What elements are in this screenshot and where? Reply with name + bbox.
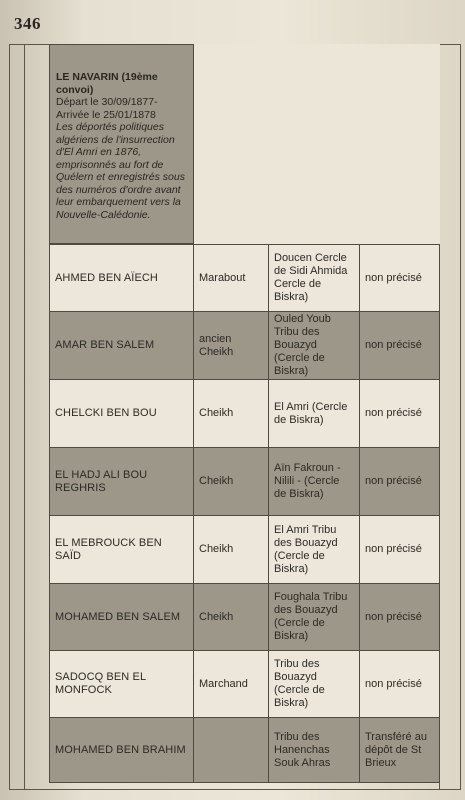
table-row-name: MOHAMED BEN SALEM [49,583,194,651]
table-row-origin: Aïn Fakroun - Nilili - (Cercle de Biskra) [268,447,360,516]
table-row-name: CHELCKI BEN BOU [49,379,194,448]
table-row-role: Cheikh [193,447,269,516]
page-number: 346 [14,14,41,33]
convoy-description: Les déportés politiques algériens de l'insurrection d'El Amri en 1876, emprisonnés au fort de Quélern et enregistrés sous des numéros d'ordre avant leur embarquement vers la Nouvelle-Calédonie. [56,121,185,221]
table-row-name: EL MEBROUCK BEN SAÏD [49,515,194,584]
table-row-status: Transféré au dépôt de St Brieux [359,717,440,783]
left-margin-rule [24,44,25,790]
table-row-name: MOHAMED BEN BRAHIM [49,717,194,783]
table-row-origin: Ouled Youb Tribu des Bouazyd (Cercle de Biskra) [268,311,360,380]
table-row-name: AMAR BEN SALEM [49,311,194,380]
convoy-title: LE NAVARIN (19ème convoi) [56,71,158,96]
table-row-role [193,717,269,783]
table-row-origin: Tribu des Bouazyd (Cercle de Biskra) [268,650,360,718]
table-row-origin: Foughala Tribu des Bouazyd (Cercle de Biskra) [268,583,360,651]
table-row-origin: El Amri (Cercle de Biskra) [268,379,360,448]
table-row-status: non précisé [359,515,440,584]
convoy-header-cell [49,44,194,244]
table-row-status: non précisé [359,379,440,448]
table-row-status: non précisé [359,650,440,718]
table-row-status: non précisé [359,311,440,380]
table-row-status: non précisé [359,244,440,312]
table-row-name: SADOCQ BEN EL MONFOCK [49,650,194,718]
table-row-role: Marabout [193,244,269,312]
table-row-role: Cheikh [193,583,269,651]
arrival-date: Arrivée le 25/01/1878 [56,108,156,121]
table-row-status: non précisé [359,447,440,516]
table-row-origin: El Amri Tribu des Bouazyd (Cercle de Biskra) [268,515,360,584]
table-row-role: Cheikh [193,515,269,584]
table-row-status: non précisé [359,583,440,651]
header-blank-area [193,44,440,244]
table-row-name: AHMED BEN AÏECH [49,244,194,312]
table-row-role: Marchand [193,650,269,718]
table-row-role: Cheikh [193,379,269,448]
departure-date: Départ le 30/09/1877- [56,96,158,108]
table-row-role: ancien Cheikh [193,311,269,380]
table-row-origin: Doucen Cercle de Sidi Ahmida Cercle de Biskra) [268,244,360,312]
table-row-origin: Tribu des Hanenchas Souk Ahras [268,717,360,783]
table-row-name: EL HADJ ALI BOU REGHRIS [49,447,194,516]
